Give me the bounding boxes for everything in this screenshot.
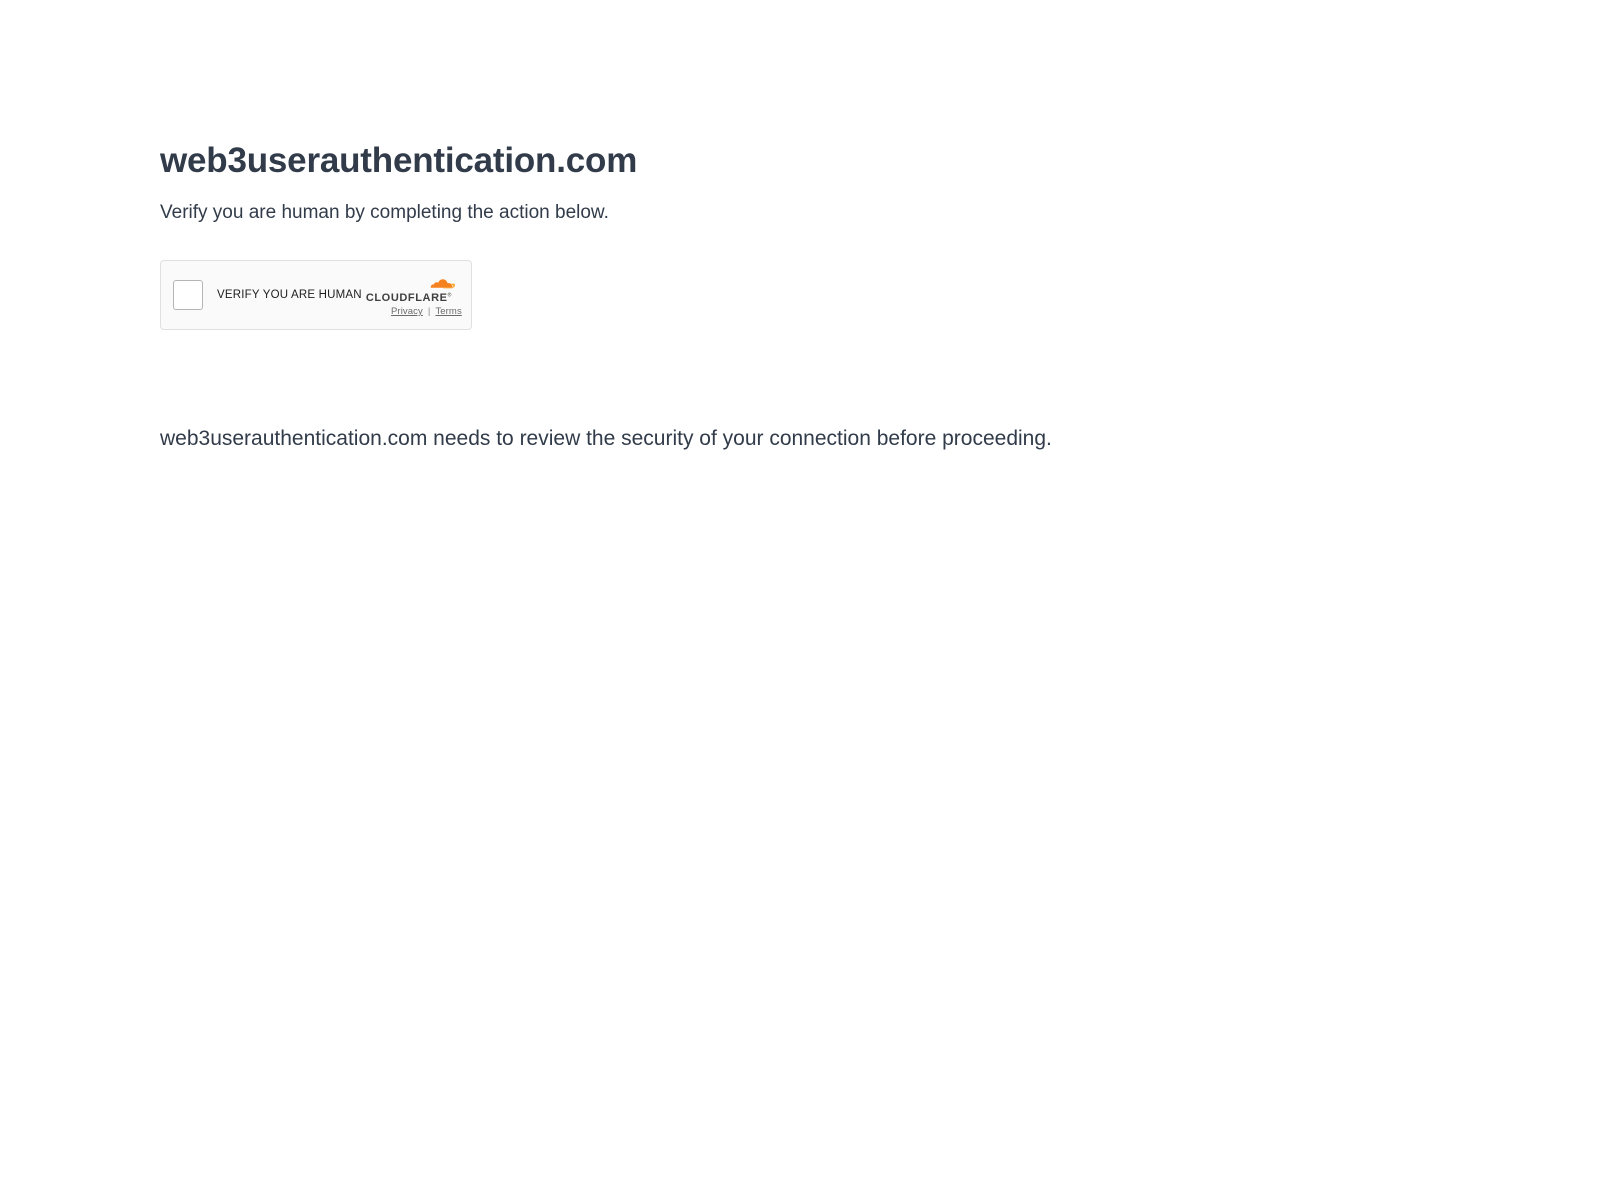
links-separator: | (427, 306, 431, 317)
cloudflare-wordmark (366, 292, 452, 304)
cloudflare-branding (362, 273, 462, 317)
verify-checkbox[interactable] (173, 280, 203, 310)
terms-link[interactable]: Terms (435, 306, 462, 317)
page-title: web3userauthentication.com (160, 141, 638, 180)
cloudflare-cloud-icon (420, 277, 460, 292)
cloudflare-turnstile-widget[interactable] (160, 260, 472, 330)
page-subtitle: Verify you are human by completing the action below. (160, 202, 609, 223)
challenge-content (160, 140, 1460, 317)
cloudflare-logo (366, 277, 462, 305)
cloudflare-wordmark-text: CLOUDFLARE (365, 292, 448, 304)
verify-checkbox-label: VERIFY YOU ARE HUMAN (217, 289, 362, 301)
cloudflare-trademark: ® (447, 292, 452, 299)
privacy-link[interactable]: Privacy (391, 306, 423, 317)
turnstile-links (362, 306, 462, 317)
security-review-message: web3userauthentication.com needs to review the security of your connection before proceeding. (160, 427, 1052, 450)
